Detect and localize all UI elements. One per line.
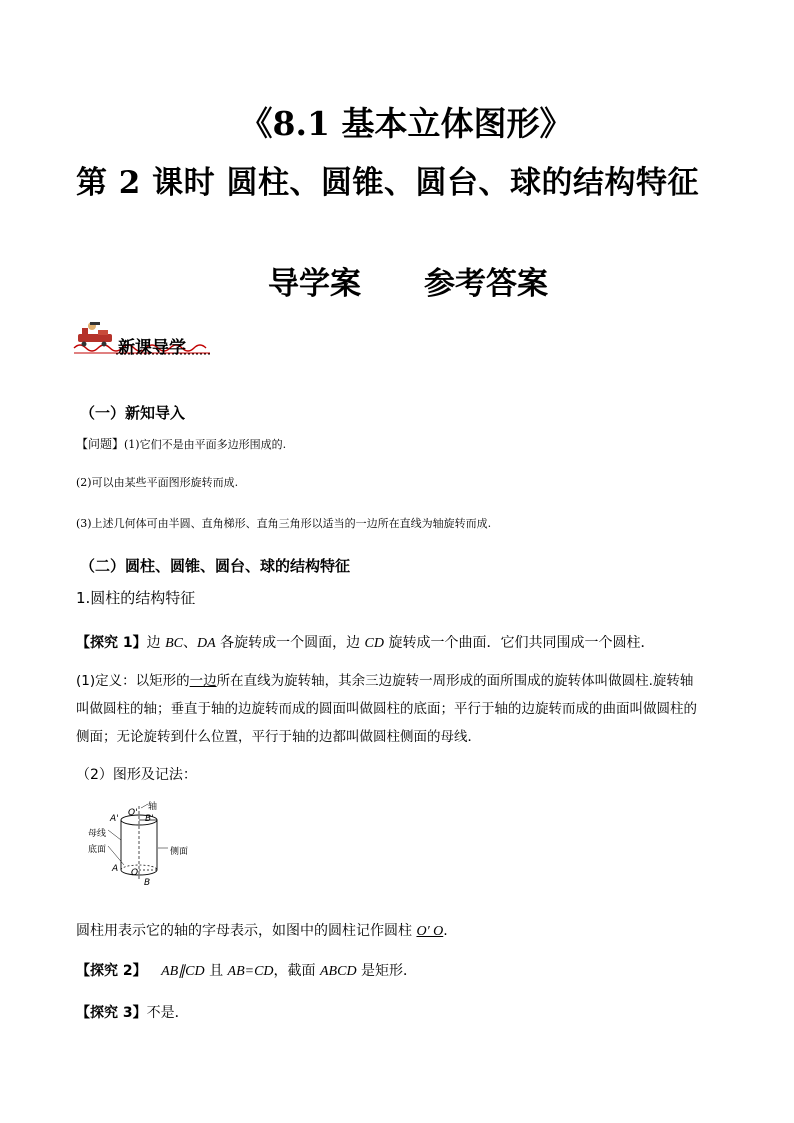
var-da: DA bbox=[196, 636, 216, 651]
label-B: B bbox=[144, 878, 151, 888]
explore-1-text-b: 、 bbox=[182, 635, 197, 651]
label-side: 侧面 bbox=[170, 847, 189, 857]
question-2: (2)可以由某些平面图形旋转而成. bbox=[76, 476, 239, 489]
question-tag: 【问题】 bbox=[76, 437, 125, 451]
notation-var: O′ O bbox=[416, 924, 444, 939]
explore-2-rect: 是矩形． bbox=[356, 963, 418, 979]
explore-3-text: 不是． bbox=[146, 1005, 189, 1021]
label-B-prime: B' bbox=[145, 814, 154, 824]
section-banner-label: 新课导学 bbox=[118, 338, 186, 358]
label-axis: 轴 bbox=[148, 802, 158, 812]
question-1 bbox=[76, 435, 286, 452]
question-3: (3)上述几何体可由半圆、直角梯形、直角三角形以适当的一边所在直线为轴旋转而成. bbox=[76, 517, 492, 530]
explore-2 bbox=[76, 960, 417, 980]
explore-2-parallel: AB∥CD bbox=[161, 964, 205, 979]
notation-text: 圆柱用表示它的轴的字母表示，如图中的圆柱记作圆柱 bbox=[76, 923, 417, 939]
definition-line1 bbox=[76, 669, 693, 689]
doc-title-line1: 《8.1 基本立体图形》 bbox=[239, 104, 573, 143]
definition-text-b: 所在直线为旋转轴，其余三边旋转一周形成的面所围成的旋转体叫做圆柱.旋转轴 bbox=[216, 673, 694, 689]
explore-2-section: ，截面 bbox=[273, 963, 320, 979]
var-cd: CD bbox=[364, 636, 384, 651]
explore-3 bbox=[76, 1002, 189, 1022]
cylinder-diagram bbox=[88, 790, 198, 890]
notation-end: . bbox=[443, 923, 448, 939]
explore-3-tag: 【探究 3】 bbox=[76, 1005, 147, 1021]
explore-1 bbox=[76, 632, 654, 652]
section2-heading: （二）圆柱、圆锥、圆台、球的结构特征 bbox=[80, 557, 351, 575]
doc-subtitle-answers: 参考答案 bbox=[424, 266, 548, 302]
cylinder-notation bbox=[76, 920, 448, 940]
label-O-prime: O' bbox=[128, 808, 138, 818]
definition-line3: 侧面；无论旋转到什么位置，平行于轴的边都叫做圆柱侧面的母线． bbox=[76, 729, 481, 745]
doc-title-line2: 第 2 课时 圆柱、圆锥、圆台、球的结构特征 bbox=[76, 165, 699, 201]
label-A: A bbox=[112, 864, 119, 874]
section1-heading: （一）新知导入 bbox=[80, 404, 186, 422]
explore-2-equal: AB=CD bbox=[227, 964, 274, 979]
explore-1-text-a: 边 bbox=[146, 635, 166, 651]
definition-line2: 叫做圆柱的轴；垂直于轴的边旋转而成的圆面叫做圆柱的底面；平行于轴的边旋转而成的曲面叫做圆柱的 bbox=[76, 701, 697, 717]
explore-1-text-d: 旋转成一个曲面．它们共同围成一个圆柱． bbox=[384, 635, 655, 651]
var-bc: BC bbox=[165, 636, 183, 651]
cylinder-figure bbox=[88, 790, 198, 890]
label-O: O bbox=[131, 868, 139, 878]
label-base: 底面 bbox=[88, 845, 107, 855]
definition-underlined: 一边 bbox=[189, 673, 217, 689]
doc-subtitle-guide: 导学案 bbox=[268, 266, 361, 302]
explore-1-tag: 【探究 1】 bbox=[76, 635, 147, 651]
explore-1-text-c: 各旋转成一个圆面，边 bbox=[215, 635, 365, 651]
explore-2-and: 且 bbox=[204, 963, 228, 979]
explore-2-tag: 【探究 2】 bbox=[76, 963, 147, 979]
subsection-cylinder: 1.圆柱的结构特征 bbox=[76, 589, 196, 607]
label-generatrix: 母线 bbox=[88, 829, 107, 839]
question-1-text: (1)它们不是由平面多边形围成的. bbox=[124, 438, 287, 451]
figure-heading: （2）图形及记法： bbox=[76, 767, 197, 783]
label-A-prime: A' bbox=[110, 814, 119, 824]
explore-2-abcd: ABCD bbox=[320, 964, 357, 979]
definition-text-a: (1)定义：以矩形的 bbox=[76, 673, 190, 689]
